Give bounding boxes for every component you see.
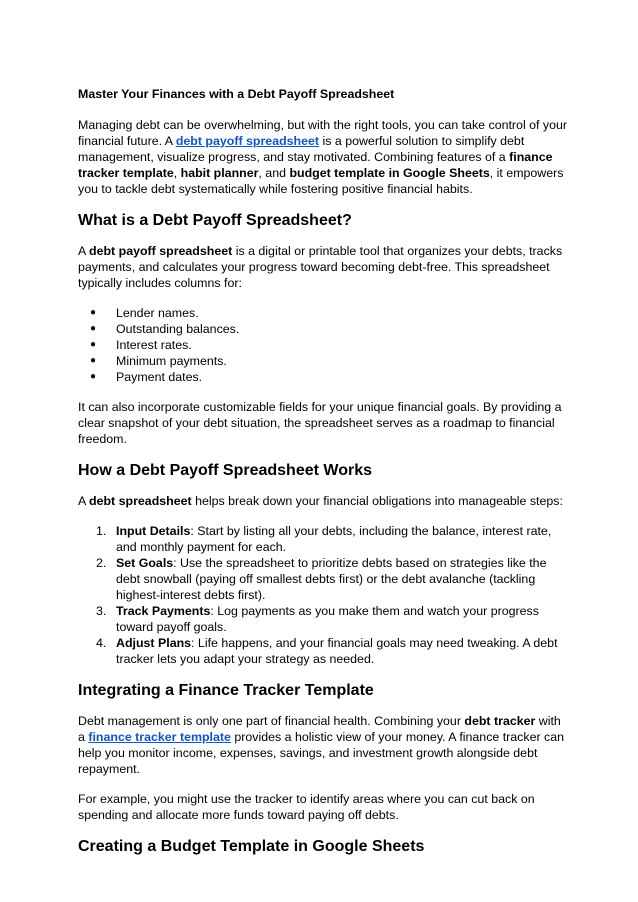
- intro-paragraph: [78, 117, 568, 197]
- paragraph-text: Debt management is only one part of financial health. Combining your: [78, 714, 465, 728]
- section-heading-budget-template: Creating a Budget Template in Google Sheets: [78, 838, 425, 855]
- list-item: [78, 305, 568, 321]
- list-item: [78, 321, 568, 337]
- list-item-text: Payment dates.: [116, 370, 203, 384]
- list-item-text: Lender names.: [116, 306, 199, 320]
- intro-text: , it empowers you to tackle debt systematically while fostering positive financial habits.: [78, 166, 564, 196]
- columns-bullet-list: [78, 305, 568, 385]
- intro-text: , and: [258, 166, 290, 180]
- bullet-icon: ●: [90, 323, 97, 334]
- bullet-icon: ●: [90, 307, 97, 318]
- step-title: Adjust Plans: [116, 636, 192, 650]
- intro-text: is a powerful solution to simplify debt management, visualize progress, and stay motivated. Combining features of a: [78, 134, 525, 164]
- finance-tracker-example-paragraph: For example, you might use the tracker to identify areas where you can cut back on spending and allocate more funds toward paying off debts.: [78, 792, 535, 822]
- step-number: 3.: [96, 604, 107, 618]
- step-number: 2.: [96, 556, 107, 570]
- bold-term: debt spreadsheet: [89, 494, 192, 508]
- list-item-text: Interest rates.: [116, 338, 192, 352]
- intro-bold-term: habit planner: [180, 166, 259, 180]
- step-item: [78, 523, 568, 555]
- section-heading-how-it-works: How a Debt Payoff Spreadsheet Works: [78, 462, 372, 479]
- debt-payoff-spreadsheet-link[interactable]: debt payoff spreadsheet: [175, 134, 320, 148]
- step-title: Input Details: [116, 524, 191, 538]
- step-item: [78, 603, 568, 635]
- step-item: [78, 635, 568, 667]
- step-title: Set Goals: [116, 556, 174, 570]
- bullet-icon: ●: [90, 339, 97, 350]
- step-number: 1.: [96, 524, 107, 538]
- list-item-text: Minimum payments.: [116, 354, 227, 368]
- what-is-paragraph: [78, 243, 568, 291]
- section-heading-what-is: What is a Debt Payoff Spreadsheet?: [78, 212, 352, 229]
- bullet-icon: ●: [90, 355, 97, 366]
- paragraph-text: with a: [78, 714, 561, 744]
- step-number: 4.: [96, 636, 107, 650]
- finance-tracker-paragraph: [78, 713, 568, 777]
- document-title: Master Your Finances with a Debt Payoff Spreadsheet: [78, 87, 395, 101]
- list-item-text: Outstanding balances.: [116, 322, 240, 336]
- what-is-closing-paragraph: It can also incorporate customizable fields for your unique financial goals. By providing a clear snapshot of your debt situation, the spreadsheet serves as a roadmap to financial freedom.: [78, 400, 562, 446]
- step-text: : Log payments as you make them and watch your progress toward payoff goals.: [116, 604, 539, 634]
- step-text: : Use the spreadsheet to prioritize debts based on strategies like the debt snowball (paying off smallest debts first) or the debt avalanche (tackling highest-interest debts first).: [116, 556, 547, 602]
- finance-tracker-template-link[interactable]: finance tracker template: [88, 730, 231, 744]
- step-title: Track Payments: [116, 604, 211, 618]
- paragraph-text: A: [78, 494, 90, 508]
- bullet-icon: ●: [90, 371, 97, 382]
- intro-bold-term: budget template in Google Sheets: [289, 166, 490, 180]
- steps-numbered-list: [78, 523, 568, 667]
- section-heading-finance-tracker: Integrating a Finance Tracker Template: [78, 682, 374, 699]
- intro-text: ,: [173, 166, 181, 180]
- bold-term: debt payoff spreadsheet: [89, 244, 233, 258]
- step-item: [78, 555, 568, 603]
- step-text: : Start by listing all your debts, including the balance, interest rate, and monthly payment for each.: [116, 524, 552, 554]
- list-item: [78, 353, 568, 369]
- step-text: : Life happens, and your financial goals may need tweaking. A debt tracker lets you adapt your strategy as needed.: [116, 636, 558, 666]
- paragraph-text: provides a holistic view of your money. A finance tracker can help you monitor income, expenses, savings, and investment growth alongside debt repayment.: [78, 730, 565, 776]
- bold-term: debt tracker: [464, 714, 536, 728]
- paragraph-text: is a digital or printable tool that organizes your debts, tracks payments, and calculates your progress toward becoming debt-free. This spreadsheet typically includes columns for:: [78, 244, 563, 290]
- list-item: [78, 369, 568, 385]
- paragraph-text: helps break down your financial obligations into manageable steps:: [191, 494, 563, 508]
- list-item: [78, 337, 568, 353]
- paragraph-text: A: [78, 244, 90, 258]
- intro-text: Managing debt can be overwhelming, but with the right tools, you can take control of your financial future. A: [78, 118, 568, 148]
- document-page: [78, 86, 568, 869]
- how-it-works-paragraph: [78, 493, 568, 509]
- intro-bold-term: finance tracker template: [78, 150, 553, 180]
